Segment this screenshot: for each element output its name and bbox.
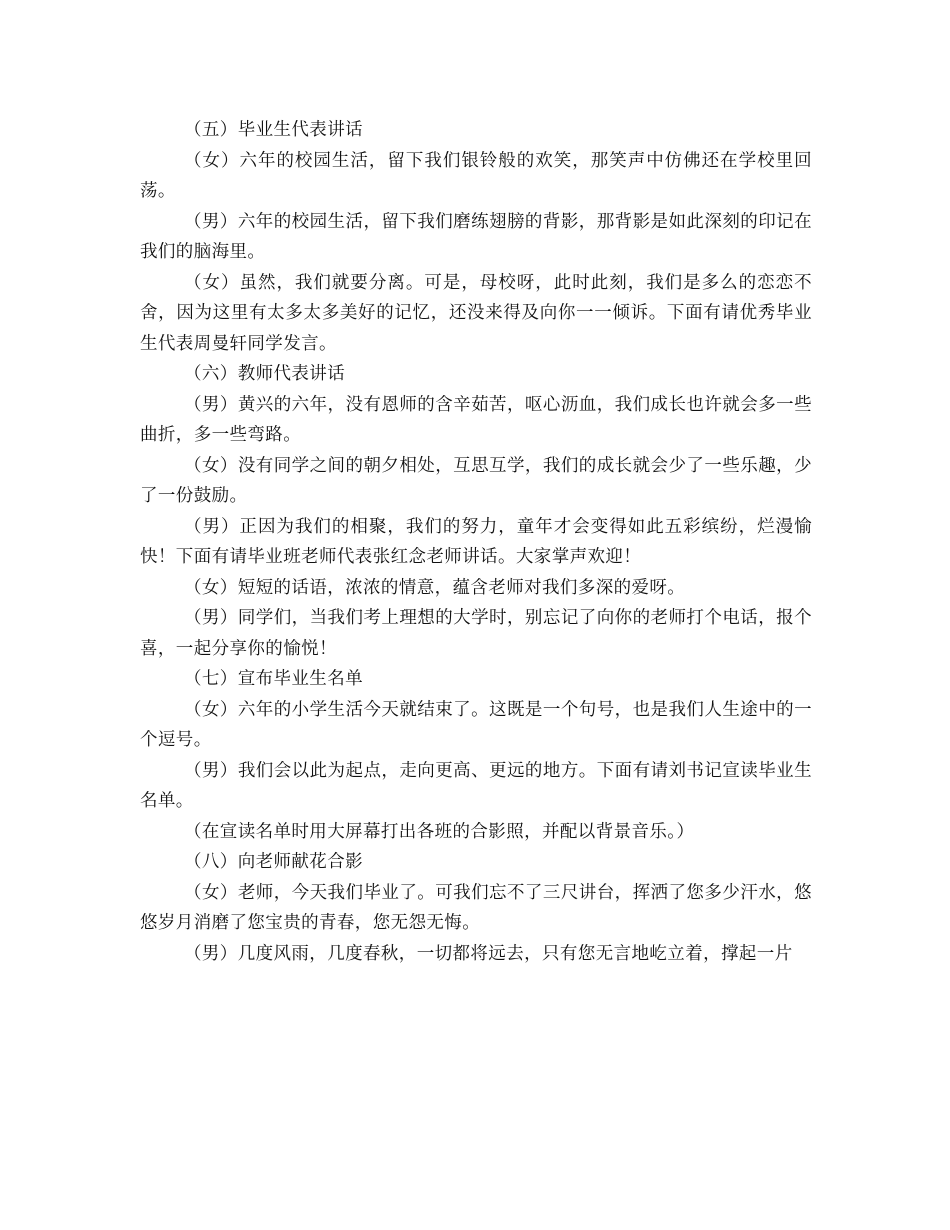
stage-direction: （在宣读名单时用大屏幕打出各班的合影照，并配以背景音乐。） bbox=[184, 821, 695, 842]
section-heading-8: （八）向老师献花合影 bbox=[184, 852, 363, 872]
dialogue-paragraph: （女）虽然，我们就要分离。可是，母校呀，此时此刻，我们是多么的恋恋不舍，因为这里有太多太多美好的记忆，还没来得及向你一一倾诉。下面有请优秀毕业生代表周曼轩同学发言。 bbox=[140, 272, 812, 354]
section-heading-7: （七）宣布毕业生名单 bbox=[184, 669, 363, 689]
dialogue-paragraph: （女）老师，今天我们毕业了。可我们忘不了三尺讲台，挥洒了您多少汗水，悠悠岁月消磨了您宝贵的青春，您无怨无悔。 bbox=[140, 882, 812, 933]
section-heading-5: （五）毕业生代表讲话 bbox=[184, 120, 363, 140]
dialogue-paragraph: （女）没有同学之间的朝夕相处，互思互学，我们的成长就会少了一些乐趣，少了一份鼓励。 bbox=[140, 455, 812, 506]
dialogue-paragraph: （男）六年的校园生活，留下我们磨练翅膀的背影，那背影是如此深刻的印记在我们的脑海里。 bbox=[140, 211, 812, 262]
dialogue-paragraph: （男）几度风雨，几度春秋，一切都将远去，只有您无言地屹立着，撑起一片 bbox=[184, 943, 793, 964]
dialogue-paragraph: （男）黄兴的六年，没有恩师的含辛茹苦，呕心沥血，我们成长也许就会多一些曲折，多一些弯路。 bbox=[140, 394, 812, 445]
dialogue-paragraph: （男）同学们，当我们考上理想的大学时，别忘记了向你的老师打个电话，报个喜，一起分享你的愉悦！ bbox=[140, 608, 812, 659]
dialogue-paragraph: （男）正因为我们的相聚，我们的努力，童年才会变得如此五彩缤纷，烂漫愉快！下面有请毕业班老师代表张红念老师讲话。大家掌声欢迎！ bbox=[140, 516, 812, 567]
dialogue-paragraph: （女）六年的小学生活今天就结束了。这既是一个句号，也是我们人生途中的一个逗号。 bbox=[140, 699, 812, 750]
dialogue-paragraph: （男）我们会以此为起点，走向更高、更远的地方。下面有请刘书记宣读毕业生名单。 bbox=[140, 760, 812, 811]
dialogue-paragraph: （女）六年的校园生活，留下我们银铃般的欢笑，那笑声中仿佛还在学校里回荡。 bbox=[140, 150, 812, 201]
section-heading-6: （六）教师代表讲话 bbox=[184, 364, 346, 384]
dialogue-paragraph: （女）短短的话语，浓浓的情意，蕴含老师对我们多深的爱呀。 bbox=[184, 577, 686, 598]
document-body bbox=[140, 115, 812, 969]
